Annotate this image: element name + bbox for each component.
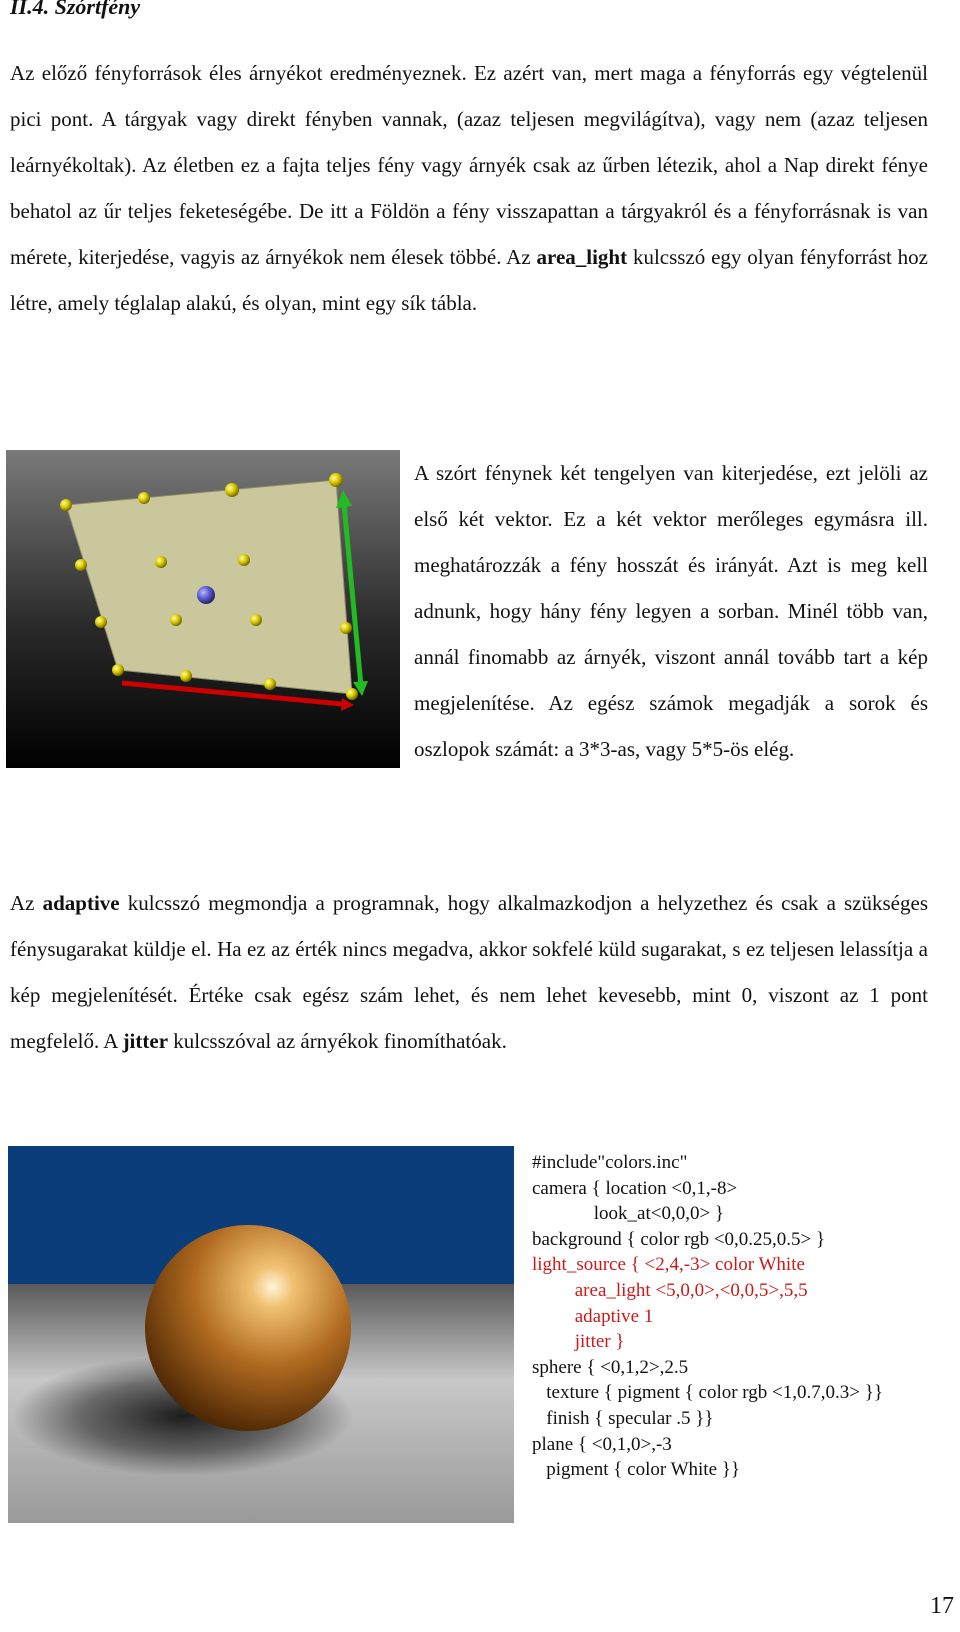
code-line: pigment { color White }} xyxy=(532,1459,740,1481)
povray-code-listing xyxy=(532,1150,883,1483)
intro-text-1: Az előző fényforrások éles árnyékot eredményeznek. Ez azért van, mert maga a fényforrás egy végtelenül pici pont. A tárgyak vagy direkt fényben vannak, (azaz teljesen megvilágítva), vagy nem (azaz teljesen leárnyékoltak). Az életben ez a fajta teljes fény vagy árnyék csak az űrben létezik, ahol a Nap direkt fénye behatol az űr teljes feketeségébe. De itt a Földön a fény visszapattan a tárgyakról és a fényforrásnak is van mérete, kiterjedése, vagyis az árnyékok nem élesek többé. Az xyxy=(10,61,928,269)
code-line: #include"colors.inc" xyxy=(532,1152,688,1173)
keyword-adaptive: adaptive xyxy=(42,891,120,915)
keyword-area-light: area_light xyxy=(536,245,628,269)
code-line: finish { specular .5 }} xyxy=(532,1407,714,1429)
code-line-highlighted: adaptive 1 xyxy=(532,1305,654,1327)
adaptive-text-2: kulcsszó megmondja a programnak, hogy alkalmazkodjon a helyzethez és csak a szükséges fénysugarakat küldje el. Ha ez az érték nincs megadva, akkor sokfelé küld sugarakat, s ez teljesen lelassítja a kép megjelenítését. Értéke csak egész szám lehet, és nem lehet kevesebb, mint 0, viszont az 1 pont megfelelő. A xyxy=(10,891,928,1053)
keyword-jitter: jitter xyxy=(122,1029,169,1053)
intro-text-2: kulcsszó egy olyan fényforrást hoz létre, amely téglalap alakú, és olyan, mint egy sík tábla. xyxy=(10,245,928,315)
paragraph-adaptive xyxy=(10,880,928,1064)
section-heading: II.4. Szórtfény xyxy=(10,0,141,19)
code-line: sphere { <0,1,2>,2.5 xyxy=(532,1356,689,1378)
adaptive-text-1: Az xyxy=(10,891,43,915)
code-line: camera { location <0,1,-8> xyxy=(532,1177,738,1199)
code-line-highlighted: light_source { <2,4,-3> color White xyxy=(532,1254,805,1276)
code-line: texture { pigment { color rgb <1,0.7,0.3> }} xyxy=(532,1382,883,1404)
paragraph-intro xyxy=(10,50,928,326)
code-line-highlighted: area_light <5,0,0>,<0,0,5>,5,5 xyxy=(532,1279,808,1301)
paragraph-area-light xyxy=(10,450,928,772)
code-line: background { color rgb <0,0.25,0.5> } xyxy=(532,1228,826,1250)
code-line: look_at<0,0,0> } xyxy=(532,1203,725,1225)
adaptive-text-3: kulcsszóval az árnyékok finomíthatóak. xyxy=(168,1029,507,1053)
rendered-sphere-image xyxy=(8,1146,514,1523)
page-number: 17 xyxy=(930,1593,954,1619)
area-light-text: A szórt fénynek két tengelyen van kiterjedése, ezt jelöli az első két vektor. Ez a két vektor merőleges egymásra ill. meghatározzák a fény hosszát és irányát. Azt is meg kell adnunk, hogy hány fény legyen a sorban. Minél több van, annál finomabb az árnyék, viszont annál tovább tart a kép megjelenítése. Az egész számok megadják a sorok és oszlopok számát: a 3*3-as, vagy 5*5-ös elég. xyxy=(414,461,928,761)
code-line-highlighted: jitter } xyxy=(532,1331,625,1353)
code-line: plane { <0,1,0>,-3 xyxy=(532,1433,672,1455)
area-light-diagram xyxy=(6,450,400,768)
